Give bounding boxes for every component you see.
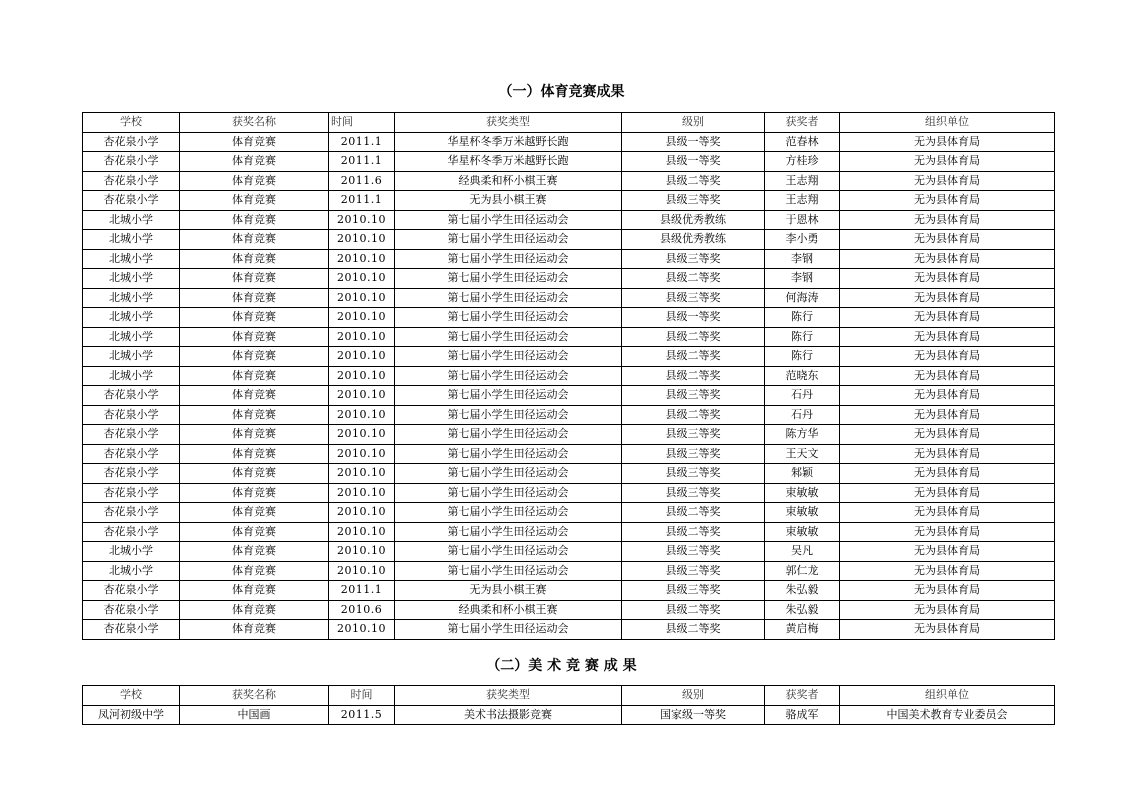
cell-winner: 陈方华 — [765, 425, 840, 445]
cell-school: 北城小学 — [83, 288, 180, 308]
cell-award-name: 体育竞赛 — [180, 620, 329, 640]
table-row — [83, 386, 1055, 406]
column-header-award-name: 获奖名称 — [180, 686, 329, 706]
cell-winner: 何海涛 — [765, 288, 840, 308]
cell-school: 杏花泉小学 — [83, 522, 180, 542]
cell-school: 北城小学 — [83, 561, 180, 581]
table-row — [83, 347, 1055, 367]
table-row — [83, 308, 1055, 328]
cell-winner: 李小勇 — [765, 230, 840, 250]
column-header-school: 学校 — [83, 686, 180, 706]
cell-award-type: 第七届小学生田径运动会 — [395, 210, 622, 230]
cell-school: 杏花泉小学 — [83, 386, 180, 406]
cell-winner: 石丹 — [765, 386, 840, 406]
cell-level: 县级二等奖 — [622, 347, 765, 367]
cell-time: 2010.10 — [329, 288, 395, 308]
cell-level: 县级二等奖 — [622, 366, 765, 386]
table-row — [83, 620, 1055, 640]
table-row — [83, 249, 1055, 269]
cell-winner: 骆成军 — [765, 705, 840, 725]
cell-school: 北城小学 — [83, 366, 180, 386]
cell-award-type: 经典柔和杯小棋王赛 — [395, 171, 622, 191]
table-row — [83, 288, 1055, 308]
cell-award-type: 第七届小学生田径运动会 — [395, 620, 622, 640]
cell-level: 县级优秀教练 — [622, 210, 765, 230]
cell-award-name: 体育竞赛 — [180, 600, 329, 620]
table-body — [83, 132, 1055, 639]
cell-level: 县级三等奖 — [622, 444, 765, 464]
table-row — [83, 230, 1055, 250]
cell-school: 杏花泉小学 — [83, 483, 180, 503]
cell-organizer: 无为县体育局 — [840, 132, 1055, 152]
cell-award-name: 体育竞赛 — [180, 132, 329, 152]
column-header-level: 级别 — [622, 686, 765, 706]
cell-time: 2010.10 — [329, 483, 395, 503]
cell-time: 2010.10 — [329, 366, 395, 386]
cell-level: 县级一等奖 — [622, 152, 765, 172]
cell-award-type: 第七届小学生田径运动会 — [395, 522, 622, 542]
cell-school: 杏花泉小学 — [83, 600, 180, 620]
cell-award-type: 第七届小学生田径运动会 — [395, 327, 622, 347]
cell-level: 国家级一等奖 — [622, 705, 765, 725]
cell-organizer: 无为县体育局 — [840, 405, 1055, 425]
cell-time: 2010.10 — [329, 464, 395, 484]
cell-school: 杏花泉小学 — [83, 152, 180, 172]
table-row — [83, 269, 1055, 289]
table-row — [83, 581, 1055, 601]
cell-time: 2010.10 — [329, 210, 395, 230]
cell-organizer: 无为县体育局 — [840, 210, 1055, 230]
cell-level: 县级三等奖 — [622, 425, 765, 445]
cell-winner: 束敏敏 — [765, 483, 840, 503]
cell-winner: 朱弘毅 — [765, 581, 840, 601]
cell-organizer: 无为县体育局 — [840, 171, 1055, 191]
cell-award-name: 体育竞赛 — [180, 464, 329, 484]
cell-award-name: 体育竞赛 — [180, 386, 329, 406]
cell-award-name: 体育竞赛 — [180, 152, 329, 172]
cell-award-type: 无为县小棋王赛 — [395, 191, 622, 211]
table-body — [83, 705, 1055, 725]
cell-organizer: 无为县体育局 — [840, 269, 1055, 289]
cell-award-name: 体育竞赛 — [180, 230, 329, 250]
cell-award-name: 体育竞赛 — [180, 249, 329, 269]
cell-winner: 束敏敏 — [765, 503, 840, 523]
column-header-time: 时间 — [329, 686, 395, 706]
table-row — [83, 483, 1055, 503]
cell-organizer: 无为县体育局 — [840, 347, 1055, 367]
cell-award-name: 体育竞赛 — [180, 288, 329, 308]
cell-award-name: 体育竞赛 — [180, 483, 329, 503]
cell-school: 杏花泉小学 — [83, 425, 180, 445]
cell-time: 2010.10 — [329, 542, 395, 562]
table-row — [83, 405, 1055, 425]
cell-winner: 李钢 — [765, 269, 840, 289]
cell-level: 县级三等奖 — [622, 483, 765, 503]
cell-school: 北城小学 — [83, 230, 180, 250]
cell-level: 县级三等奖 — [622, 464, 765, 484]
cell-award-type: 第七届小学生田径运动会 — [395, 308, 622, 328]
cell-organizer: 无为县体育局 — [840, 542, 1055, 562]
table-row — [83, 542, 1055, 562]
cell-school: 北城小学 — [83, 327, 180, 347]
cell-award-name: 体育竞赛 — [180, 561, 329, 581]
cell-time: 2010.10 — [329, 503, 395, 523]
cell-winner: 束敏敏 — [765, 522, 840, 542]
cell-school: 北城小学 — [83, 210, 180, 230]
cell-award-type: 第七届小学生田径运动会 — [395, 386, 622, 406]
cell-award-type: 无为县小棋王赛 — [395, 581, 622, 601]
column-header-award-name: 获奖名称 — [180, 113, 329, 133]
cell-winner: 陈行 — [765, 327, 840, 347]
cell-organizer: 无为县体育局 — [840, 561, 1055, 581]
column-header-level: 级别 — [622, 113, 765, 133]
cell-school: 杏花泉小学 — [83, 444, 180, 464]
cell-level: 县级三等奖 — [622, 249, 765, 269]
cell-award-name: 体育竞赛 — [180, 308, 329, 328]
cell-award-type: 第七届小学生田径运动会 — [395, 405, 622, 425]
cell-level: 县级三等奖 — [622, 386, 765, 406]
cell-organizer: 无为县体育局 — [840, 191, 1055, 211]
cell-award-type: 美术书法摄影竞赛 — [395, 705, 622, 725]
cell-time: 2010.10 — [329, 347, 395, 367]
cell-award-type: 第七届小学生田径运动会 — [395, 288, 622, 308]
column-header-winner: 获奖者 — [765, 686, 840, 706]
cell-organizer: 无为县体育局 — [840, 230, 1055, 250]
cell-organizer: 无为县体育局 — [840, 425, 1055, 445]
sports-awards-table — [82, 112, 1055, 640]
cell-winner: 黄启梅 — [765, 620, 840, 640]
cell-award-name: 中国画 — [180, 705, 329, 725]
cell-winner: 吴凡 — [765, 542, 840, 562]
cell-school: 杏花泉小学 — [83, 132, 180, 152]
cell-time: 2010.10 — [329, 230, 395, 250]
cell-winner: 范春林 — [765, 132, 840, 152]
cell-award-name: 体育竞赛 — [180, 425, 329, 445]
cell-level: 县级三等奖 — [622, 191, 765, 211]
table-header-row — [83, 113, 1055, 133]
cell-award-name: 体育竞赛 — [180, 191, 329, 211]
cell-time: 2010.10 — [329, 405, 395, 425]
cell-winner: 王志翔 — [765, 171, 840, 191]
table-row — [83, 132, 1055, 152]
cell-school: 北城小学 — [83, 308, 180, 328]
cell-level: 县级二等奖 — [622, 522, 765, 542]
cell-time: 2010.10 — [329, 620, 395, 640]
cell-organizer: 无为县体育局 — [840, 503, 1055, 523]
section1-title: （一）体育竞赛成果 — [498, 84, 625, 100]
cell-winner: 李钢 — [765, 249, 840, 269]
cell-organizer: 无为县体育局 — [840, 620, 1055, 640]
cell-time: 2010.10 — [329, 561, 395, 581]
cell-school: 北城小学 — [83, 347, 180, 367]
cell-time: 2010.10 — [329, 269, 395, 289]
cell-time: 2010.10 — [329, 308, 395, 328]
cell-organizer: 无为县体育局 — [840, 366, 1055, 386]
cell-school: 北城小学 — [83, 269, 180, 289]
cell-school: 杏花泉小学 — [83, 191, 180, 211]
cell-winner: 于恩林 — [765, 210, 840, 230]
table-row — [83, 600, 1055, 620]
cell-organizer: 无为县体育局 — [840, 249, 1055, 269]
cell-organizer: 无为县体育局 — [840, 444, 1055, 464]
cell-organizer: 无为县体育局 — [840, 152, 1055, 172]
cell-award-name: 体育竞赛 — [180, 269, 329, 289]
cell-winner: 石丹 — [765, 405, 840, 425]
table-row — [83, 503, 1055, 523]
cell-organizer: 无为县体育局 — [840, 483, 1055, 503]
cell-level: 县级一等奖 — [622, 308, 765, 328]
cell-award-type: 经典柔和杯小棋王赛 — [395, 600, 622, 620]
cell-level: 县级二等奖 — [622, 620, 765, 640]
table-row — [83, 464, 1055, 484]
cell-award-name: 体育竞赛 — [180, 581, 329, 601]
column-header-time: 时间 — [329, 113, 395, 133]
cell-award-type: 第七届小学生田径运动会 — [395, 366, 622, 386]
cell-award-name: 体育竞赛 — [180, 542, 329, 562]
cell-award-type: 第七届小学生田径运动会 — [395, 542, 622, 562]
cell-organizer: 无为县体育局 — [840, 522, 1055, 542]
cell-award-type: 第七届小学生田径运动会 — [395, 230, 622, 250]
column-header-organizer: 组织单位 — [840, 113, 1055, 133]
table-row — [83, 444, 1055, 464]
cell-school: 杏花泉小学 — [83, 405, 180, 425]
cell-award-name: 体育竞赛 — [180, 444, 329, 464]
cell-winner: 方桂珍 — [765, 152, 840, 172]
cell-winner: 王天文 — [765, 444, 840, 464]
cell-level: 县级二等奖 — [622, 405, 765, 425]
cell-time: 2010.10 — [329, 327, 395, 347]
table-row — [83, 152, 1055, 172]
cell-level: 县级二等奖 — [622, 503, 765, 523]
cell-level: 县级二等奖 — [622, 600, 765, 620]
cell-organizer: 无为县体育局 — [840, 386, 1055, 406]
cell-award-name: 体育竞赛 — [180, 347, 329, 367]
cell-award-type: 华星杯冬季万米越野长跑 — [395, 132, 622, 152]
cell-winner: 邾颖 — [765, 464, 840, 484]
cell-award-name: 体育竞赛 — [180, 327, 329, 347]
column-header-award-type: 获奖类型 — [395, 113, 622, 133]
cell-award-type: 第七届小学生田径运动会 — [395, 249, 622, 269]
cell-school: 凤河初级中学 — [83, 705, 180, 725]
cell-level: 县级一等奖 — [622, 132, 765, 152]
cell-award-name: 体育竞赛 — [180, 171, 329, 191]
cell-time: 2011.5 — [329, 705, 395, 725]
cell-award-type: 第七届小学生田径运动会 — [395, 269, 622, 289]
cell-level: 县级三等奖 — [622, 561, 765, 581]
cell-winner: 朱弘毅 — [765, 600, 840, 620]
cell-organizer: 无为县体育局 — [840, 288, 1055, 308]
table-row — [83, 522, 1055, 542]
cell-winner: 陈行 — [765, 347, 840, 367]
cell-school: 杏花泉小学 — [83, 581, 180, 601]
cell-school: 北城小学 — [83, 249, 180, 269]
column-header-award-type: 获奖类型 — [395, 686, 622, 706]
cell-award-name: 体育竞赛 — [180, 210, 329, 230]
cell-level: 县级二等奖 — [622, 327, 765, 347]
cell-organizer: 中国美术教育专业委员会 — [840, 705, 1055, 725]
cell-school: 杏花泉小学 — [83, 503, 180, 523]
column-header-winner: 获奖者 — [765, 113, 840, 133]
cell-level: 县级二等奖 — [622, 269, 765, 289]
cell-award-type: 第七届小学生田径运动会 — [395, 503, 622, 523]
cell-school: 杏花泉小学 — [83, 171, 180, 191]
cell-time: 2011.1 — [329, 132, 395, 152]
cell-time: 2010.10 — [329, 444, 395, 464]
cell-award-type: 第七届小学生田径运动会 — [395, 444, 622, 464]
art-awards-table — [82, 685, 1055, 725]
cell-level: 县级优秀教练 — [622, 230, 765, 250]
cell-award-name: 体育竞赛 — [180, 503, 329, 523]
table-row — [83, 171, 1055, 191]
section2-title: （二）美 术 竞 赛 成 果 — [486, 658, 637, 674]
cell-award-type: 第七届小学生田径运动会 — [395, 464, 622, 484]
cell-level: 县级二等奖 — [622, 171, 765, 191]
cell-winner: 王志翔 — [765, 191, 840, 211]
cell-organizer: 无为县体育局 — [840, 581, 1055, 601]
cell-school: 杏花泉小学 — [83, 464, 180, 484]
cell-time: 2010.10 — [329, 386, 395, 406]
cell-time: 2011.1 — [329, 581, 395, 601]
table-row — [83, 327, 1055, 347]
cell-level: 县级三等奖 — [622, 581, 765, 601]
table-row — [83, 366, 1055, 386]
cell-award-name: 体育竞赛 — [180, 522, 329, 542]
cell-award-type: 第七届小学生田径运动会 — [395, 561, 622, 581]
cell-level: 县级三等奖 — [622, 542, 765, 562]
cell-time: 2010.10 — [329, 425, 395, 445]
cell-school: 杏花泉小学 — [83, 620, 180, 640]
cell-award-type: 第七届小学生田径运动会 — [395, 425, 622, 445]
cell-organizer: 无为县体育局 — [840, 308, 1055, 328]
table-row — [83, 210, 1055, 230]
cell-time: 2010.10 — [329, 249, 395, 269]
cell-award-name: 体育竞赛 — [180, 405, 329, 425]
cell-level: 县级三等奖 — [622, 288, 765, 308]
cell-winner: 郭仁龙 — [765, 561, 840, 581]
cell-award-name: 体育竞赛 — [180, 366, 329, 386]
column-header-school: 学校 — [83, 113, 180, 133]
cell-time: 2011.6 — [329, 171, 395, 191]
table-row — [83, 561, 1055, 581]
table-row — [83, 191, 1055, 211]
cell-school: 北城小学 — [83, 542, 180, 562]
cell-winner: 范晓东 — [765, 366, 840, 386]
cell-time: 2011.1 — [329, 152, 395, 172]
cell-award-type: 华星杯冬季万米越野长跑 — [395, 152, 622, 172]
table-row — [83, 705, 1055, 725]
cell-time: 2011.1 — [329, 191, 395, 211]
cell-organizer: 无为县体育局 — [840, 327, 1055, 347]
cell-time: 2010.6 — [329, 600, 395, 620]
cell-organizer: 无为县体育局 — [840, 464, 1055, 484]
cell-award-type: 第七届小学生田径运动会 — [395, 347, 622, 367]
column-header-organizer: 组织单位 — [840, 686, 1055, 706]
cell-organizer: 无为县体育局 — [840, 600, 1055, 620]
cell-award-type: 第七届小学生田径运动会 — [395, 483, 622, 503]
table-header-row — [83, 686, 1055, 706]
cell-time: 2010.10 — [329, 522, 395, 542]
table-row — [83, 425, 1055, 445]
cell-winner: 陈行 — [765, 308, 840, 328]
